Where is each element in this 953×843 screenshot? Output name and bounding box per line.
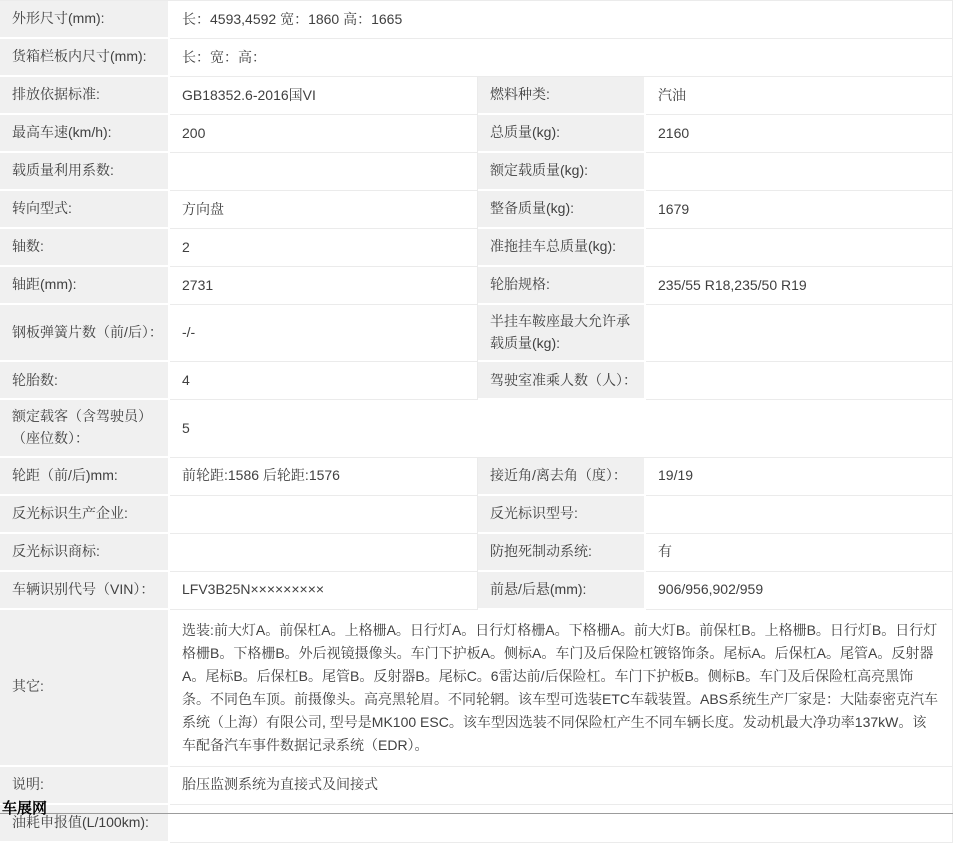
label-rated-load-mass: 额定载质量(kg): — [478, 153, 646, 191]
spec-row-load-factor — [0, 153, 953, 191]
value-notes: 胎压监测系统为直接式及间接式 — [170, 767, 953, 805]
label-cargo-box-dimensions: 货箱栏板内尺寸(mm): — [0, 39, 170, 77]
value-fuel-consumption — [170, 805, 953, 843]
spec-row-exterior-dimensions — [0, 1, 953, 39]
label-vin: 车辆识别代号（VIN）： — [0, 572, 170, 610]
value-cab-occupants — [646, 362, 953, 400]
label-reflective-marking-maker: 反光标识生产企业: — [0, 496, 170, 534]
spec-row-speed-mass — [0, 115, 953, 153]
value-wheelbase: 2731 — [170, 267, 478, 305]
label-rated-passengers: 额定载客（含驾驶员）（座位数）： — [0, 400, 170, 457]
bottom-divider — [0, 813, 953, 814]
value-overhang: 906/956,902/959 — [646, 572, 953, 610]
spec-row-reflective-maker — [0, 496, 953, 534]
label-abs: 防抱死制动系统: — [478, 534, 646, 572]
label-load-utilization: 载质量利用系数: — [0, 153, 170, 191]
label-fuel-type: 燃料种类: — [478, 77, 646, 115]
label-reflective-marking-model: 反光标识型号: — [478, 496, 646, 534]
spec-row-axles-trailer — [0, 229, 953, 267]
value-vin: LFV3B25N××××××××× — [170, 572, 478, 610]
value-reflective-marking-model — [646, 496, 953, 534]
value-saddle-load — [646, 305, 953, 362]
label-approach-departure-angle: 接近角/离去角（度）： — [478, 458, 646, 496]
spec-row-fuel-consumption — [0, 805, 953, 843]
value-steering-type: 方向盘 — [170, 191, 478, 229]
label-gross-mass: 总质量(kg): — [478, 115, 646, 153]
value-approach-departure-angle: 19/19 — [646, 458, 953, 496]
label-cab-occupants: 驾驶室准乘人数（人）： — [478, 362, 646, 400]
value-rated-load-mass — [646, 153, 953, 191]
label-leaf-springs: 钢板弹簧片数（前/后）： — [0, 305, 170, 362]
value-tire-count: 4 — [170, 362, 478, 400]
value-leaf-springs: -/- — [170, 305, 478, 362]
label-steering-type: 转向型式: — [0, 191, 170, 229]
value-load-utilization — [170, 153, 478, 191]
spec-row-springs-saddle — [0, 305, 953, 362]
value-track-width: 前轮距:1586 后轮距:1576 — [170, 458, 478, 496]
label-overhang: 前悬/后悬(mm): — [478, 572, 646, 610]
spec-row-vin-overhang — [0, 572, 953, 610]
spec-row-trademark-abs — [0, 534, 953, 572]
site-watermark: 车展网 — [2, 800, 48, 817]
label-fuel-consumption: 油耗申报值(L/100km): — [0, 805, 170, 843]
label-tire-spec: 轮胎规格: — [478, 267, 646, 305]
value-max-speed: 200 — [170, 115, 478, 153]
value-cargo-box-dimensions: 长：宽：高： — [170, 39, 953, 77]
label-reflective-marking-brand: 反光标识商标: — [0, 534, 170, 572]
value-abs: 有 — [646, 534, 953, 572]
value-other-options: 选装:前大灯A。前保杠A。上格栅A。日行灯A。日行灯格栅A。下格栅A。前大灯B。前保杠B。上格栅B。日行灯B。日行灯格栅B。下格栅B。外后视镜摄像头。车门下护板A。侧标A。车门及后保险杠镀铬饰条。尾标A。后保杠A。尾管A。反射器A。尾标B。后保杠B。尾管B。反射器B。尾标C。6雷达前/后保险杠。车门下护板B。侧标B。车门及后保险杠高亮黑饰条。不同色车顶。前摄像头。高亮黑轮眉。不同轮辋。该车型可选装ETC车载装置。ABS系统生产厂家是：大陆泰密克汽车系统（上海）有限公司, 型号是MK100 ESC。该车型因选装不同保险杠产生不同车辆长度。发动机最大净功率137kW。该车配备汽车事件数据记录系统（EDR）。 — [170, 610, 953, 767]
label-emission-standard: 排放依据标准: — [0, 77, 170, 115]
label-max-speed: 最高车速(km/h): — [0, 115, 170, 153]
value-exterior-dimensions: 长：4593,4592 宽：1860 高：1665 — [170, 1, 953, 39]
value-axle-count: 2 — [170, 229, 478, 267]
spec-row-emission-fuel — [0, 77, 953, 115]
label-notes: 说明: — [0, 767, 170, 805]
label-axle-count: 轴数: — [0, 229, 170, 267]
value-reflective-marking-maker — [170, 496, 478, 534]
spec-row-cargo-box-dimensions — [0, 39, 953, 77]
spec-row-wheelbase-tires — [0, 267, 953, 305]
value-curb-mass: 1679 — [646, 191, 953, 229]
label-track-width: 轮距（前/后)mm: — [0, 458, 170, 496]
spec-row-notes — [0, 767, 953, 805]
spec-row-tirecount-cab — [0, 362, 953, 400]
value-rated-passengers: 5 — [170, 400, 953, 457]
value-emission-standard: GB18352.6-2016国VI — [170, 77, 478, 115]
label-wheelbase: 轴距(mm): — [0, 267, 170, 305]
value-gross-mass: 2160 — [646, 115, 953, 153]
label-tire-count: 轮胎数: — [0, 362, 170, 400]
label-trailer-mass: 准拖挂车总质量(kg): — [478, 229, 646, 267]
value-fuel-type: 汽油 — [646, 77, 953, 115]
label-exterior-dimensions: 外形尺寸(mm): — [0, 1, 170, 39]
value-reflective-marking-brand — [170, 534, 478, 572]
label-curb-mass: 整备质量(kg): — [478, 191, 646, 229]
spec-row-other — [0, 610, 953, 767]
value-trailer-mass — [646, 229, 953, 267]
spec-row-seating — [0, 400, 953, 457]
label-saddle-load: 半挂车鞍座最大允许承载质量(kg): — [478, 305, 646, 362]
spec-row-track-angles — [0, 458, 953, 496]
value-tire-spec: 235/55 R18,235/50 R19 — [646, 267, 953, 305]
label-other: 其它: — [0, 610, 170, 767]
spec-row-steering-curb — [0, 191, 953, 229]
